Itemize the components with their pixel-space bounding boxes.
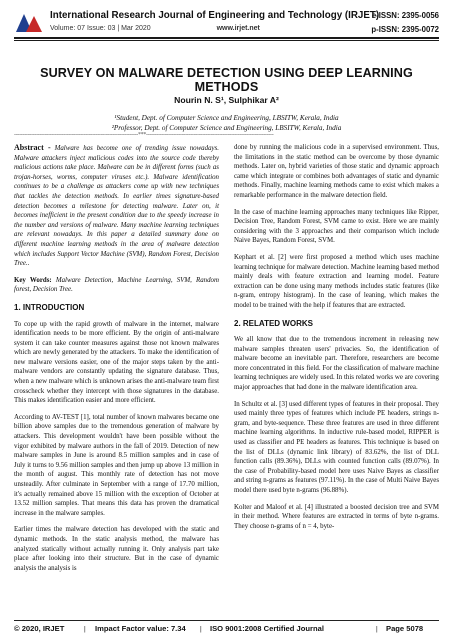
header-rule-thin [14, 40, 439, 41]
header-rule [14, 37, 439, 39]
paragraph: In the case of machine learning approaches many techniques like Ripper, Decision Tree, Random Forest, SVM came to exist. Here we are mainly considering with the 3 approaches and their comparison which include Naive Bayes, Random Forest, SVM. [234, 208, 439, 245]
footer-copyright: © 2020, IRJET [14, 624, 65, 633]
affiliation-2: ²Professor, Dept. of Computer Science and Engineering, LBSITW, Kerala, India [111, 124, 342, 132]
keywords-text: Malware Detection, Machine Learning, SVM, Random forest, Decision Tree. [14, 276, 219, 294]
paragraph: In Schultz et al. [3] used different types of features in their proposal. They used mainly three types of features which include PE headers, strings n-gram, and byte-sequence. These three features are used in three different machine learning algorithms. In inductive rule-based model, RIPPER is used as classifier and PE headers as features. This technique is based on the list of DLLs (dynamic link library) of 83.62%, the list of DLL function calls (89.36%), DLLs with counted function calls (89.07%). In the case of Probability-based model here uses Naive Bayes as classifier and string n-grams as features (97.11%). In the case of Multi Naive Bayes model there used byte n-grams (96.88%). [234, 400, 439, 494]
paragraph: According to AV-TEST [1], total number of known malwares became one billion above samples due to the tremendous generation of malware by attackers. This development wouldn't have been possible without the vigor exhibited by malware authors in the fall of 2019. Detection of new malware samples in June is around 8.5 million samples and in case of July it turns to 9.56 million samples and then jump up above 13 million in the month of august. This monthly rate of detection has not move unsteadily. After culminate in September with a range of 17.70 million, it's actually remained above 15 million with the exception of October at 13.52 million samples. That means this data has proven the dramatical increase in the malware samples. [14, 413, 219, 517]
authors: Nourin N. S¹, Sulphikar A² [174, 95, 279, 105]
footer-impact-factor: Impact Factor value: 7.34 [95, 624, 186, 633]
paragraph: To cope up with the rapid growth of malware in the internet, malware identification needs to be more efficient. By the origin of anti-malware system it can take counter measures against those not known malwares which are newly generated by the attackers. To make the identification of new malware versions easier, one of the major steps taken by the anti-malware vendors are constantly updating the signature database. Thus, when a new malware which is unknown arises the anti-malware team first crosscheck whether they intercept with those signatures in the database. This makes identification easier and more efficient. [14, 320, 219, 405]
paragraph: Earlier times the malware detection has developed with the static and dynamic methods. In the static analysis method, the malware has analyzed statically without actually running it. Only analysis part take place after looking into their structure. But in the case of dynamic analysis the analysis is [14, 526, 219, 572]
abstract-label: Abstract - [14, 143, 51, 152]
section-heading-related-works: 2. RELATED WORKS [234, 318, 313, 328]
journal-header [14, 8, 439, 48]
right-column [234, 143, 439, 538]
section-heading-introduction: 1. INTRODUCTION [14, 302, 85, 312]
separator-line: -------------------------------------------------------------------------***--------------------------------------------------------------------------- [14, 132, 274, 138]
footer-divider: | [200, 624, 202, 633]
e-issn: e-ISSN: 2395-0056 [371, 11, 439, 20]
paragraph: Kephart et al. [2] were first proposed a method which uses machine learning technique for malware detection. Machine learning based method mainly deals with feature extraction and learning model. Feature extraction can be done using many methods includes static features (like n-gram, entropy histogram). In the case of leaning, which makes the model to be trained with the help if features that are extracted. [234, 253, 439, 309]
footer-rule [14, 620, 439, 621]
paragraph: We all know that due to the tremendous increment in releasing new malware samples threaten users' privacies. So, the identification of malware become an inevitable part. Therefore, researchers are become more concentrated in this field. For the classification of malware machine learning techniques are widely used. In this related works we are covering major approaches that had done in the malware identification area. [234, 336, 439, 392]
abstract-text: Malware has become one of trending issue nowadays. Malware attackers inject malicious codes into the source code thereby malicious actions take place. Malware can be in different forms (such as trojan-horses, worms, computer viruses etc.). Malware identification continues to be a challenge as attackers come up with new techniques that tackles the detection methods. In earlier times signature-based detection becomes a milestone for detecting malware. Later on, it becomes inefficient in the present condition due to the speedy increase in the number and versions of malware. Many machine learning techniques are relevant nowadays. In this paper a detailed summary done on different machine learning methods in the area of malware detection which includes Support Vector Machine (SVM), Random Forest, Decision Tree.. [14, 145, 219, 268]
paragraph: Kolter and Maloof et al. [4] illustrated a boosted decision tree and SVM in their method. Where features are extracted in terms of byte n-grams. They choose n-grams of n = 4, byte- [234, 503, 439, 530]
footer-iso: ISO 9001:2008 Certified Journal [210, 624, 324, 633]
abstract [14, 143, 219, 269]
volume-line [50, 25, 260, 32]
website-link[interactable]: www.irjet.net [216, 25, 260, 32]
footer-page-number: Page 5078 [386, 624, 424, 633]
paper-title: SURVEY ON MALWARE DETECTION USING DEEP LEARNING METHODS [40, 66, 413, 94]
volume-issue: Volume: 07 Issue: 03 | Mar 2020 [50, 25, 151, 32]
journal-name: International Research Journal of Engineering and Technology (IRJET) [50, 10, 380, 21]
irjet-logo-icon [14, 10, 44, 36]
left-column [14, 143, 219, 580]
paragraph: done by running the malicious code in a supervised environment. Thus, the limitations in the static method can be overcome by those dynamic methods. Later on, hybrid varieties of those static and dynamic approach came which integrate or combines both advantages of static and dynamic methods. Finally, machine learning methods came to exist which makes a remarkable performance in the malware detection field. [234, 144, 439, 199]
footer-divider: | [84, 624, 86, 633]
keywords [14, 276, 219, 295]
p-issn: p-ISSN: 2395-0072 [371, 25, 439, 34]
footer-divider: | [376, 624, 378, 633]
keywords-label: Key Words: [14, 276, 52, 284]
affiliation-1: ¹Student, Dept. of Computer Science and Engineering, LBSITW, Kerala, India [114, 114, 339, 122]
